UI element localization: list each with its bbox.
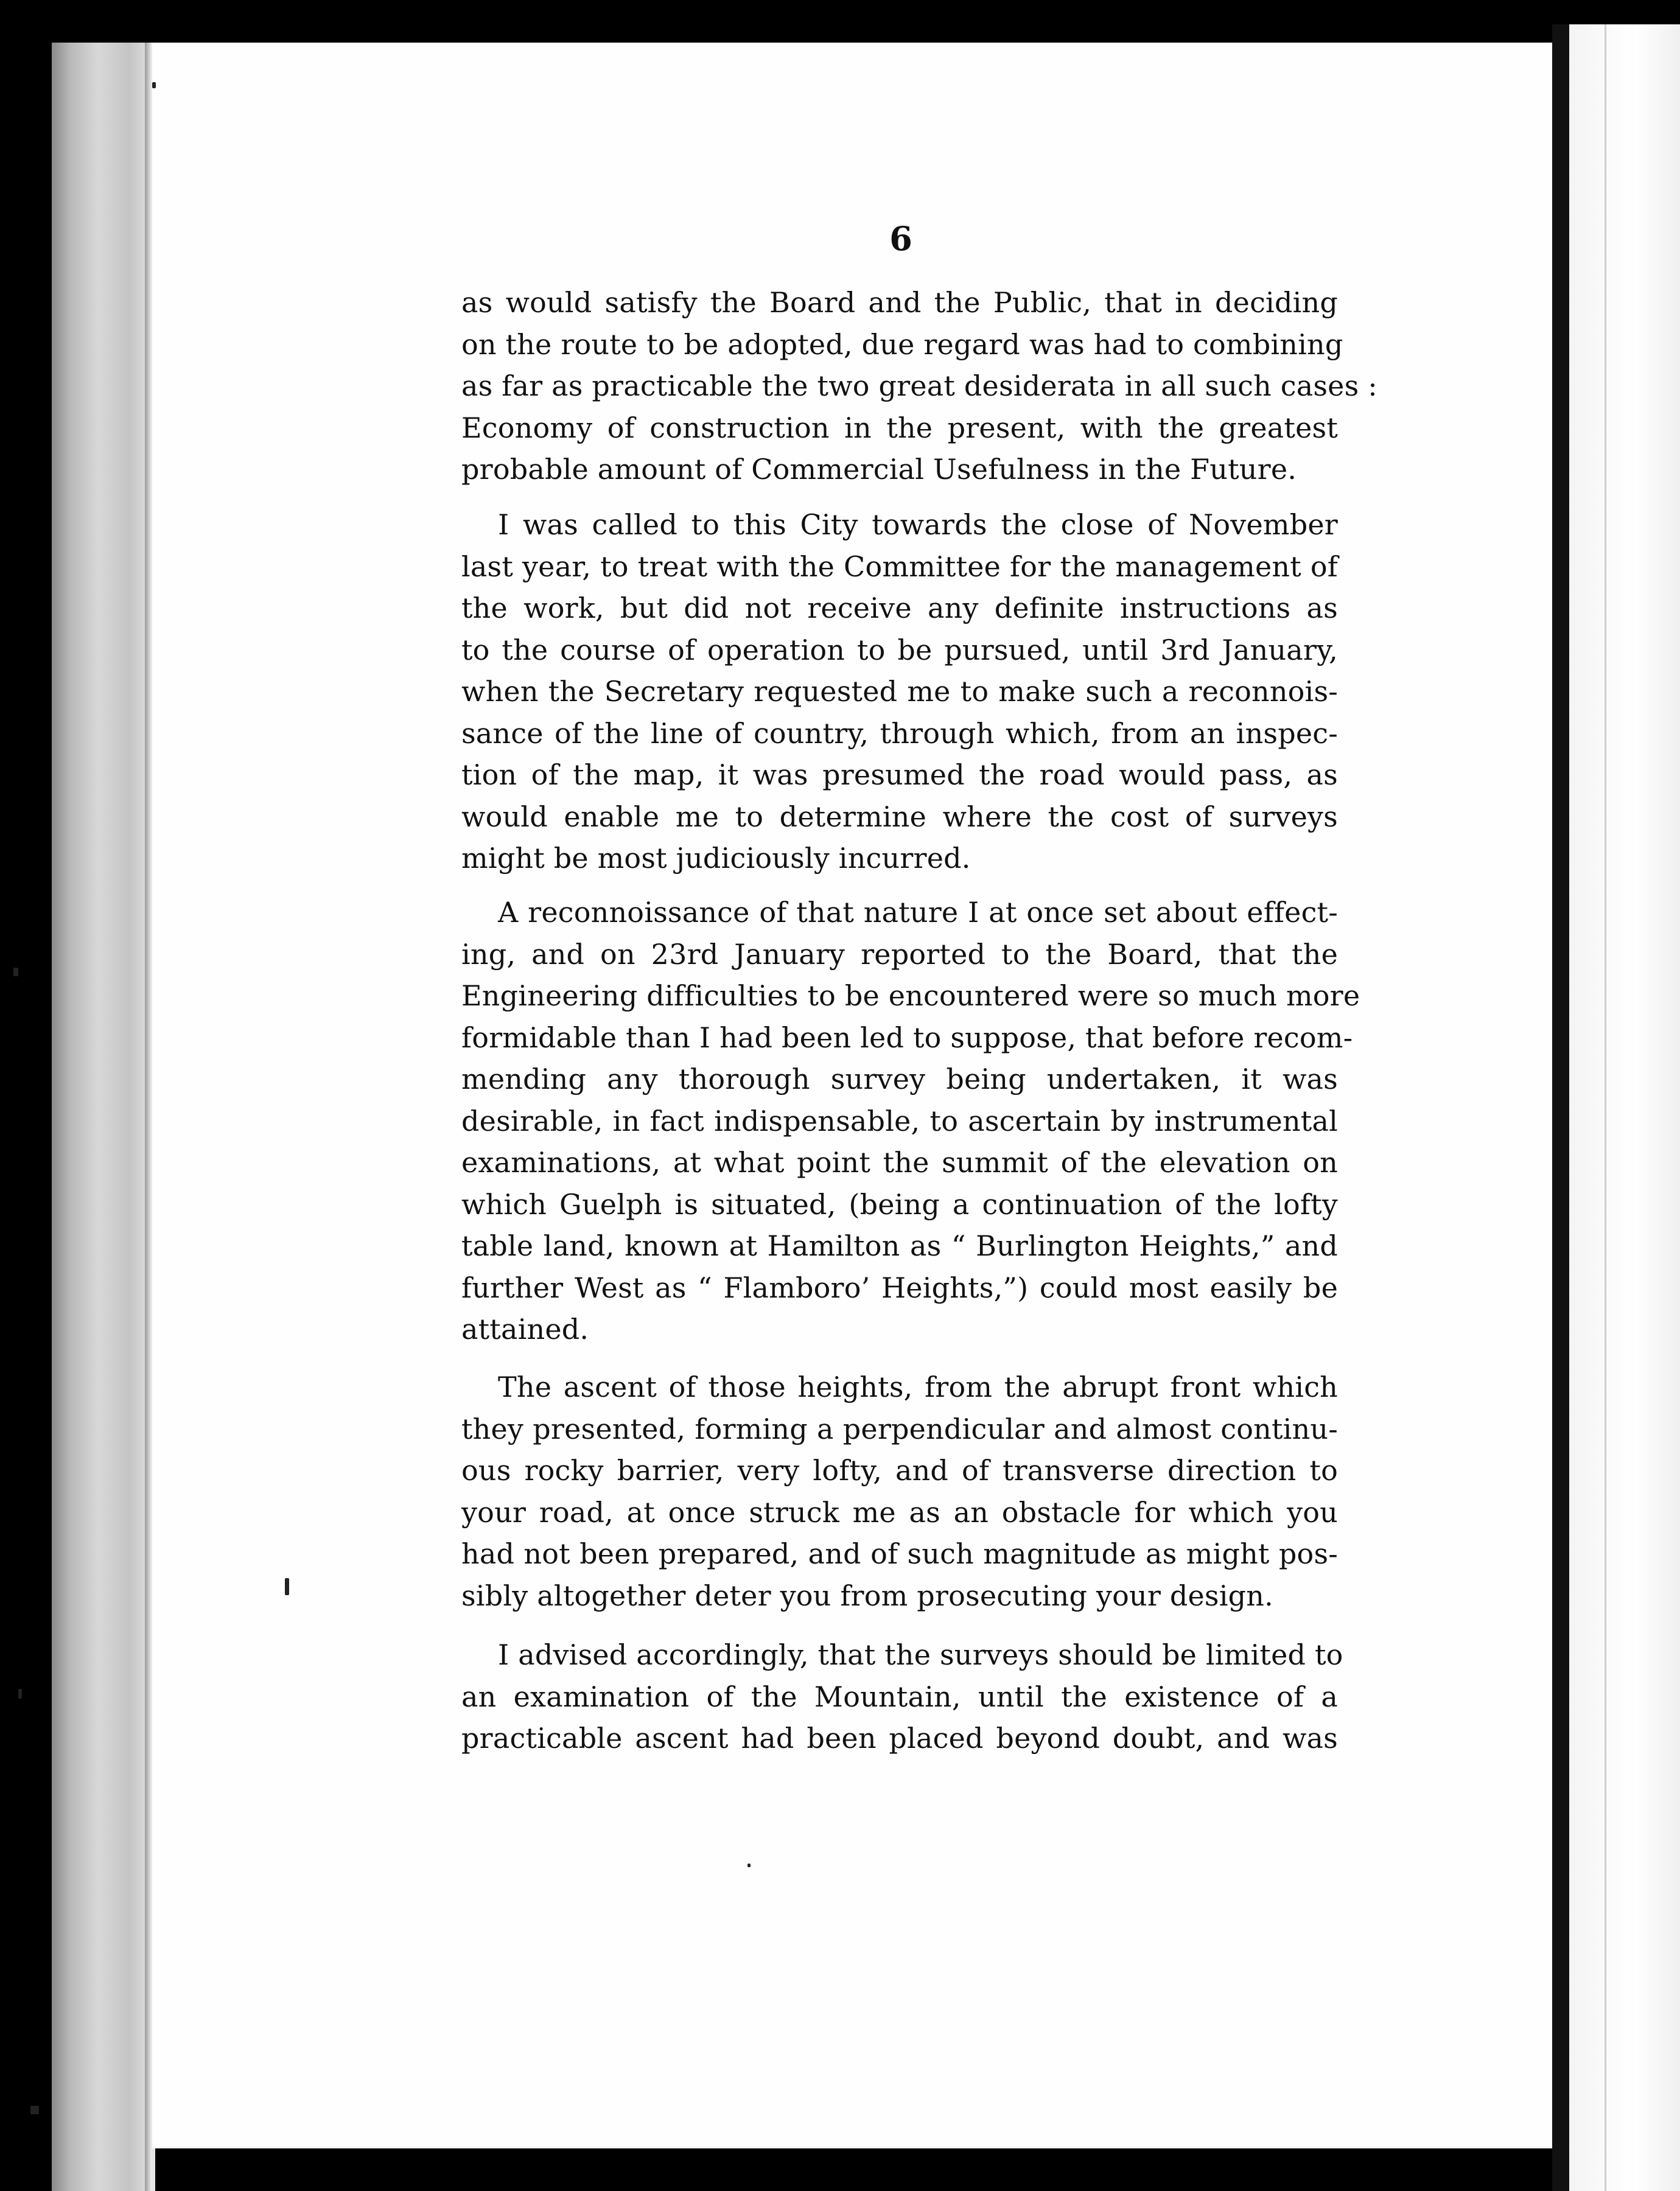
text-line: which Guelph is situated, (being a continuation of the lofty <box>461 1187 1338 1221</box>
text-line: The ascent of those heights, from the abrupt front which <box>498 1371 1338 1403</box>
text-line: I advised accordingly, that the surveys should be limited to <box>498 1638 1343 1671</box>
scan-speck <box>152 82 156 88</box>
text-line: when the Secretary requested me to make such a reconnois- <box>461 675 1338 708</box>
text-line: might be most judiciously incurred. <box>461 842 971 875</box>
text-line: table land, known at Hamilton as “ Burlington Heights,” and <box>461 1229 1338 1262</box>
text-line: as far as practicable the two great desiderata in all such cases : <box>461 369 1377 402</box>
text-line: Engineering difficulties to be encountered were so much more <box>461 979 1360 1012</box>
text-line: as would satisfy the Board and the Public, that in deciding <box>461 286 1338 319</box>
paragraph-5 <box>461 1634 1343 1759</box>
text-line: ing, and on 23rd January reported to the Board, that the <box>461 937 1338 971</box>
text-line: the work, but did not receive any definite instructions as <box>461 592 1338 624</box>
text-line: practicable ascent had been placed beyond doubt, and was <box>461 1722 1338 1755</box>
paragraph-3 <box>461 892 1360 1351</box>
text-line: examinations, at what point the summit of the elevation on <box>461 1146 1338 1179</box>
text-line: I was called to this City towards the close of November <box>498 508 1338 541</box>
page-number: 6 <box>889 219 912 258</box>
text-line: formidable than I had been led to suppose, that before recom- <box>461 1021 1353 1054</box>
text-line: probable amount of Commercial Usefulness in the Future. <box>461 453 1297 486</box>
text-line: would enable me to determine where the cost of surveys <box>461 800 1338 833</box>
next-page-edge <box>1569 24 1680 2191</box>
text-line: ous rocky barrier, very lofty, and of transverse direction to <box>461 1454 1338 1487</box>
text-line: A reconnoissance of that nature I at once set about effect- <box>498 896 1338 929</box>
text-line: they presented, forming a perpendicular and almost continu- <box>461 1412 1338 1445</box>
scan-speck <box>18 1689 22 1699</box>
text-line: an examination of the Mountain, until the existence of a <box>461 1680 1338 1713</box>
text-line: desirable, in fact indispensable, to ascertain by instrumental <box>461 1104 1338 1137</box>
text-line: on the route to be adopted, due regard was had to combining <box>461 327 1343 361</box>
paragraph-1 <box>461 282 1377 491</box>
right-page-gutter <box>1552 24 1569 2191</box>
paragraph-2 <box>461 504 1338 879</box>
scan-speck <box>285 1578 289 1595</box>
text-line: last year, to treat with the Committee for the management of <box>461 550 1338 583</box>
text-line: sance of the line of country, through which, from an inspec- <box>461 716 1338 750</box>
paragraph-4 <box>461 1366 1338 1616</box>
binding-spine <box>52 43 155 2191</box>
scan-speck <box>13 968 18 976</box>
text-line: mending any thorough survey being undertaken, it was <box>461 1063 1338 1096</box>
scan-speck <box>30 2106 39 2114</box>
text-line: Economy of construction in the present, with the greatest <box>461 411 1338 444</box>
text-line: had not been prepared, and of such magnitude as might pos- <box>461 1537 1338 1570</box>
text-line: sibly altogether deter you from prosecuting your design. <box>461 1579 1273 1612</box>
text-line: to the course of operation to be pursued, until 3rd January, <box>461 633 1338 666</box>
scan-speck <box>747 1864 751 1867</box>
text-line: tion of the map, it was presumed the road would pass, as <box>461 758 1338 791</box>
text-line: attained. <box>461 1313 589 1346</box>
binding-edge <box>145 43 152 2191</box>
text-line: further West as “ Flamboro’ Heights,”) could most easily be <box>461 1271 1338 1304</box>
next-page-line <box>1605 24 1606 2191</box>
text-line: your road, at once struck me as an obstacle for which you <box>461 1495 1338 1529</box>
